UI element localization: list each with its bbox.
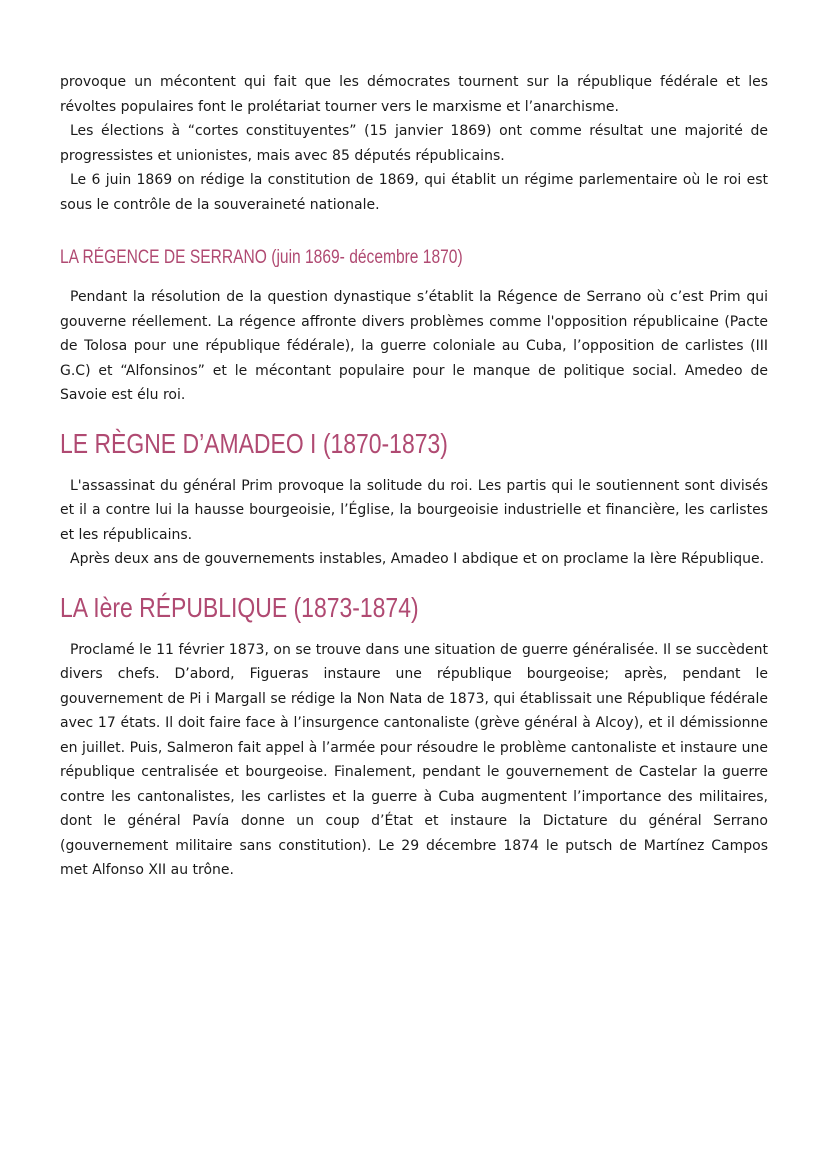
paragraph: provoque un mécontent qui fait que les démocrates tournent sur la république fédérale et les révoltes populaires font le prolétariat tourner vers le marxisme et l’anarchisme. — [60, 74, 768, 115]
section-heading-amadeo: LE RÈGNE D’AMADEO I (1870-1873) — [60, 427, 448, 459]
paragraph: Après deux ans de gouvernements instables, Amadeo I abdique et on proclame la Ière République. — [70, 551, 765, 567]
paragraph: Les élections à “cortes constituyentes” (15 janvier 1869) ont comme résultat une majorité de progressistes et unionistes, mais avec 85 députés républicains. — [60, 123, 768, 164]
paragraph: Pendant la résolution de la question dynastique s’établit la Régence de Serrano où c’est Prim qui gouverne réellement. La régence affronte divers problèmes comme l'opposition républicaine (Pacte de Tolosa pour une république fédérale), la guerre coloniale au Cuba, l’opposition de carlistes (III G.C) et “Alfonsinos” et le mécontant populaire pour le manque de politique social. Amedeo de Savoie est élu roi. — [60, 289, 768, 403]
section-heading-republique: LA Ière RÉPUBLIQUE (1873-1874) — [60, 591, 419, 623]
paragraph: Proclamé le 11 février 1873, on se trouve dans une situation de guerre généralisée. Il se succèdent divers chefs. D’abord, Figueras instaure une république bourgeoise; après, pendant le gouvernement de Pi i Margall se rédige la Non Nata de 1873, qui établissait une République fédérale avec 17 états. Il doit faire face à l’insurgence cantonaliste (grève général à Alcoy), et il démissionne en juillet. Puis, Salmeron fait appel à l’armée pour résoudre le problème cantonaliste et instaure une république centralisée et bourgeoise. Finalement, pendant le gouvernement de Castelar la guerre contre les cantonalistes, les carlistes et la guerre à Cuba augmentent l’importance des militaires, dont le général Pavía donne un coup d’État et instaure la Dictature du général Serrano (gouvernement militaire sans constitution). Le 29 décembre 1874 le putsch de Martínez Campos met Alfonso XII au trône. — [60, 641, 768, 878]
section-heading-regence: LA RÉGENCE DE SERRANO (juin 1869- décembre 1870) — [60, 247, 463, 268]
document-body — [60, 70, 768, 883]
paragraph: Le 6 juin 1869 on rédige la constitution de 1869, qui établit un régime parlementaire où le roi est sous le contrôle de la souveraineté nationale. — [60, 172, 768, 213]
paragraph: L'assassinat du général Prim provoque la solitude du roi. Les partis qui le soutiennent sont divisés et il a contre lui la hausse bourgeoisie, l’Église, la bourgeoisie industrielle et financière, les carlistes et les républicains. — [60, 477, 768, 543]
